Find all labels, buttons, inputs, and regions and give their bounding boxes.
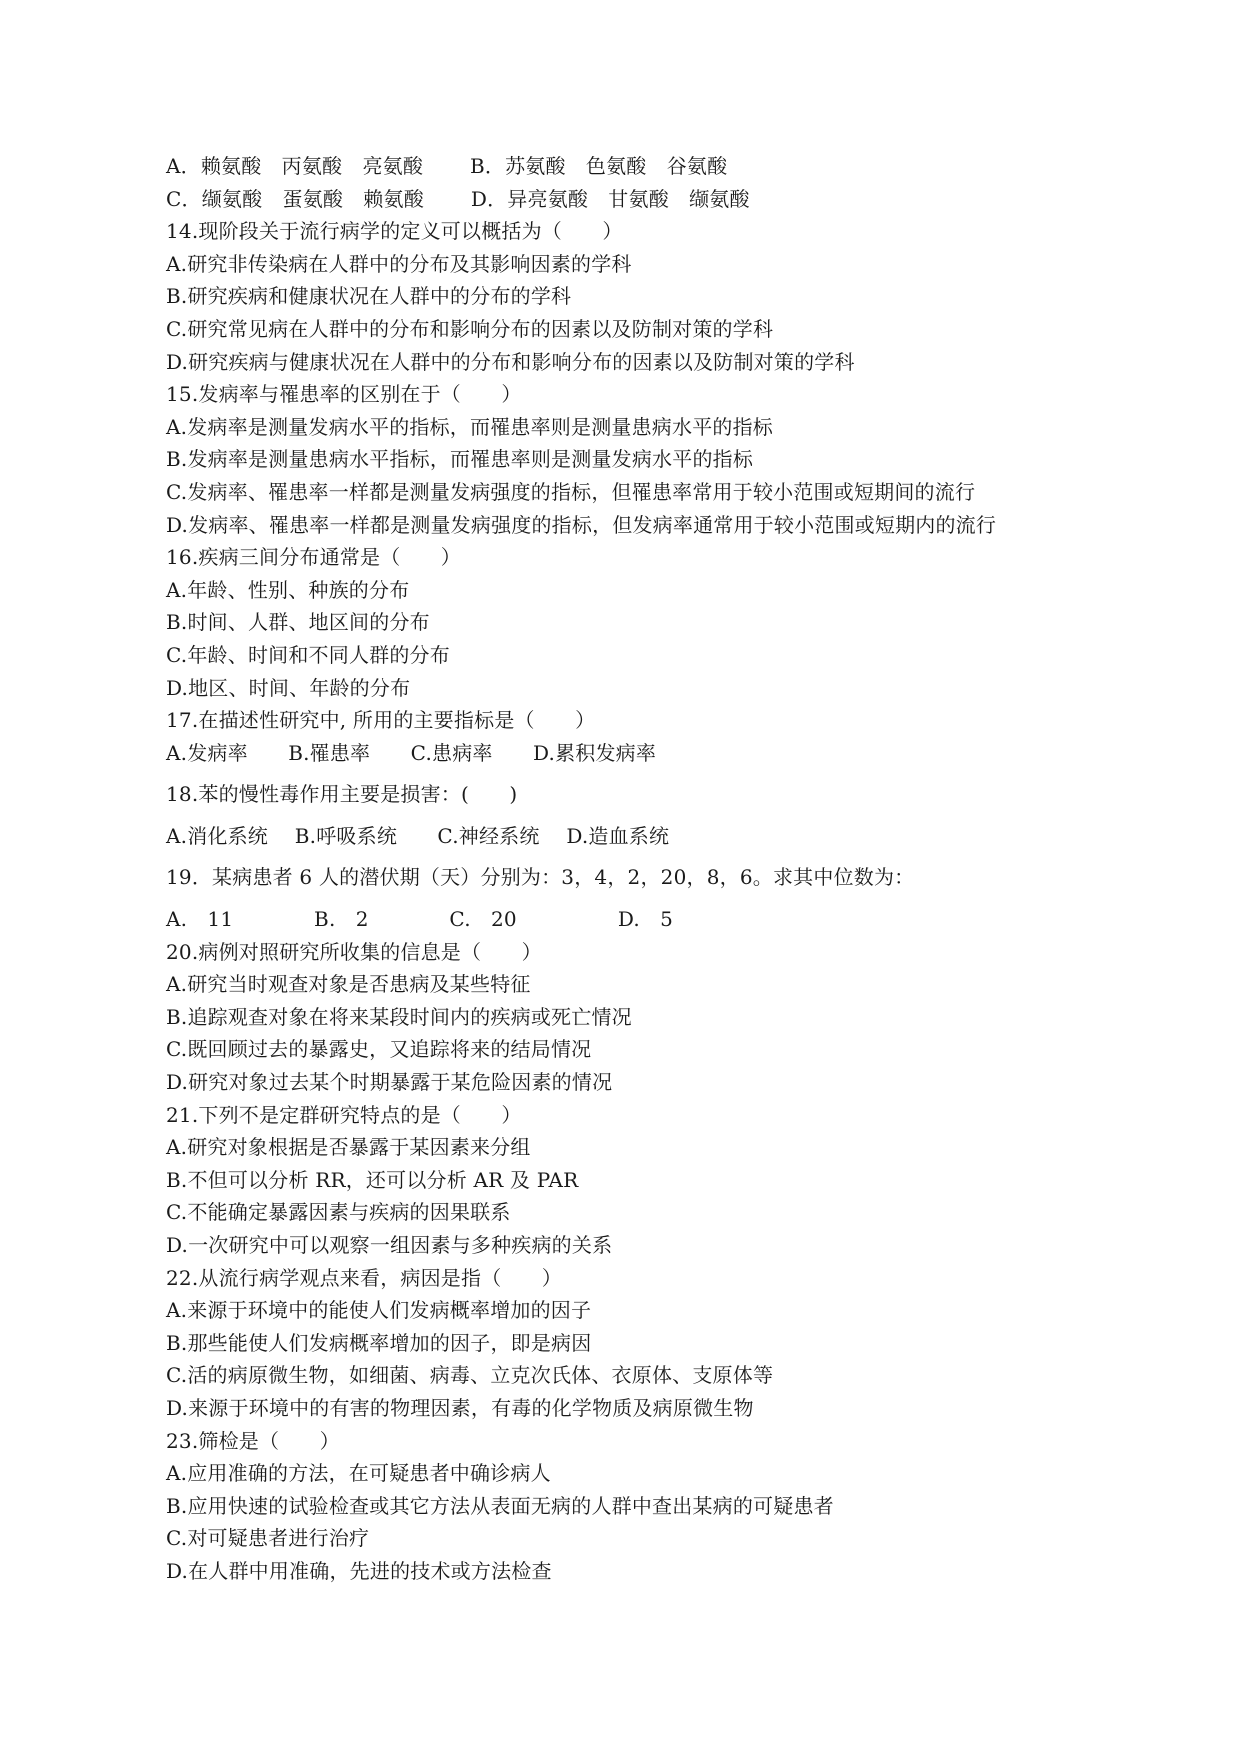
- question-19: 19．某病患者 6 人的潜伏期（天）分别为：3，4，2，20，8，6。求其中位数为：: [166, 865, 915, 890]
- option-line: C．缬氨酸 蛋氨酸 赖氨酸 D．异亮氨酸 甘氨酸 缬氨酸: [166, 186, 750, 211]
- document-page: [166, 150, 1166, 1588]
- option-line: B.应用快速的试验检查或其它方法从表面无病的人群中查出某病的可疑患者: [166, 1493, 834, 1518]
- option-line: B.那些能使人们发病概率增加的因子，即是病因: [166, 1330, 592, 1355]
- option-line: D.研究对象过去某个时期暴露于某危险因素的情况: [166, 1070, 613, 1095]
- option-line: C.研究常见病在人群中的分布和影响分布的因素以及防制对策的学科: [166, 316, 774, 341]
- option-line: B.不但可以分析 RR，还可以分析 AR 及 PAR: [166, 1167, 579, 1192]
- question-15: 15.发病率与罹患率的区别在于（ ）: [166, 382, 522, 407]
- option-line: D.在人群中用准确，先进的技术或方法检查: [166, 1558, 552, 1583]
- option-line: D.来源于环境中的有害的物理因素，有毒的化学物质及病原微生物: [166, 1395, 754, 1420]
- option-line: C.对可疑患者进行治疗: [166, 1526, 370, 1551]
- option-line: B.时间、人群、地区间的分布: [166, 610, 430, 635]
- option-line: D.发病率、罹患率一样都是测量发病强度的指标，但发病率通常用于较小范围或短期内的流行: [166, 512, 997, 537]
- question-21: 21.下列不是定群研究特点的是（ ）: [166, 1102, 522, 1127]
- option-line: C.活的病原微生物，如细菌、病毒、立克次氏体、衣原体、支原体等: [166, 1363, 774, 1388]
- option-line: A.研究当时观查对象是否患病及某些特征: [166, 972, 531, 997]
- option-line: A.年龄、性别、种族的分布: [166, 577, 410, 602]
- option-line: C.年龄、时间和不同人群的分布: [166, 642, 450, 667]
- question-16: 16.疾病三间分布通常是（ ）: [166, 545, 462, 570]
- option-line: A.来源于环境中的能使人们发病概率增加的因子: [166, 1298, 592, 1323]
- option-line: A. 11 B. 2 C. 20 D. 5: [166, 907, 674, 932]
- option-line: A.消化系统 B.呼吸系统 C.神经系统 D.造血系统: [166, 823, 670, 848]
- option-line: A.应用准确的方法，在可疑患者中确诊病人: [166, 1461, 551, 1486]
- option-line: A.研究非传染病在人群中的分布及其影响因素的学科: [166, 251, 632, 276]
- option-line: A.发病率 B.罹患率 C.患病率 D.累积发病率: [166, 740, 657, 765]
- option-line: B.研究疾病和健康状况在人群中的分布的学科: [166, 284, 572, 309]
- option-line: D.一次研究中可以观察一组因素与多种疾病的关系: [166, 1233, 613, 1257]
- question-20: 20.病例对照研究所收集的信息是（ ）: [166, 939, 542, 964]
- question-23: 23.筛检是（ ）: [166, 1428, 340, 1453]
- option-line: B.追踪观查对象在将来某段时间内的疾病或死亡情况: [166, 1004, 632, 1029]
- option-line: C.发病率、罹患率一样都是测量发病强度的指标，但罹患率常用于较小范围或短期间的流行: [166, 479, 976, 504]
- option-line: C.既回顾过去的暴露史，又追踪将来的结局情况: [166, 1037, 592, 1062]
- question-22: 22.从流行病学观点来看，病因是指（ ）: [166, 1265, 563, 1290]
- option-line: D.地区、时间、年龄的分布: [166, 675, 411, 700]
- question-18: 18.苯的慢性毒作用主要是损害：( ): [166, 782, 518, 807]
- question-14: 14.现阶段关于流行病学的定义可以概括为（ ）: [166, 219, 623, 244]
- question-17: 17.在描述性研究中, 所用的主要指标是（ ）: [166, 708, 596, 733]
- option-line: A．赖氨酸 丙氨酸 亮氨酸 B．苏氨酸 色氨酸 谷氨酸: [166, 154, 728, 178]
- option-line: A.发病率是测量发病水平的指标，而罹患率则是测量患病水平的指标: [166, 414, 774, 439]
- option-line: D.研究疾病与健康状况在人群中的分布和影响分布的因素以及防制对策的学科: [166, 349, 855, 374]
- option-line: B.发病率是测量患病水平指标，而罹患率则是测量发病水平的指标: [166, 447, 754, 472]
- option-line: A.研究对象根据是否暴露于某因素来分组: [166, 1135, 531, 1160]
- option-line: C.不能确定暴露因素与疾病的因果联系: [166, 1200, 511, 1225]
